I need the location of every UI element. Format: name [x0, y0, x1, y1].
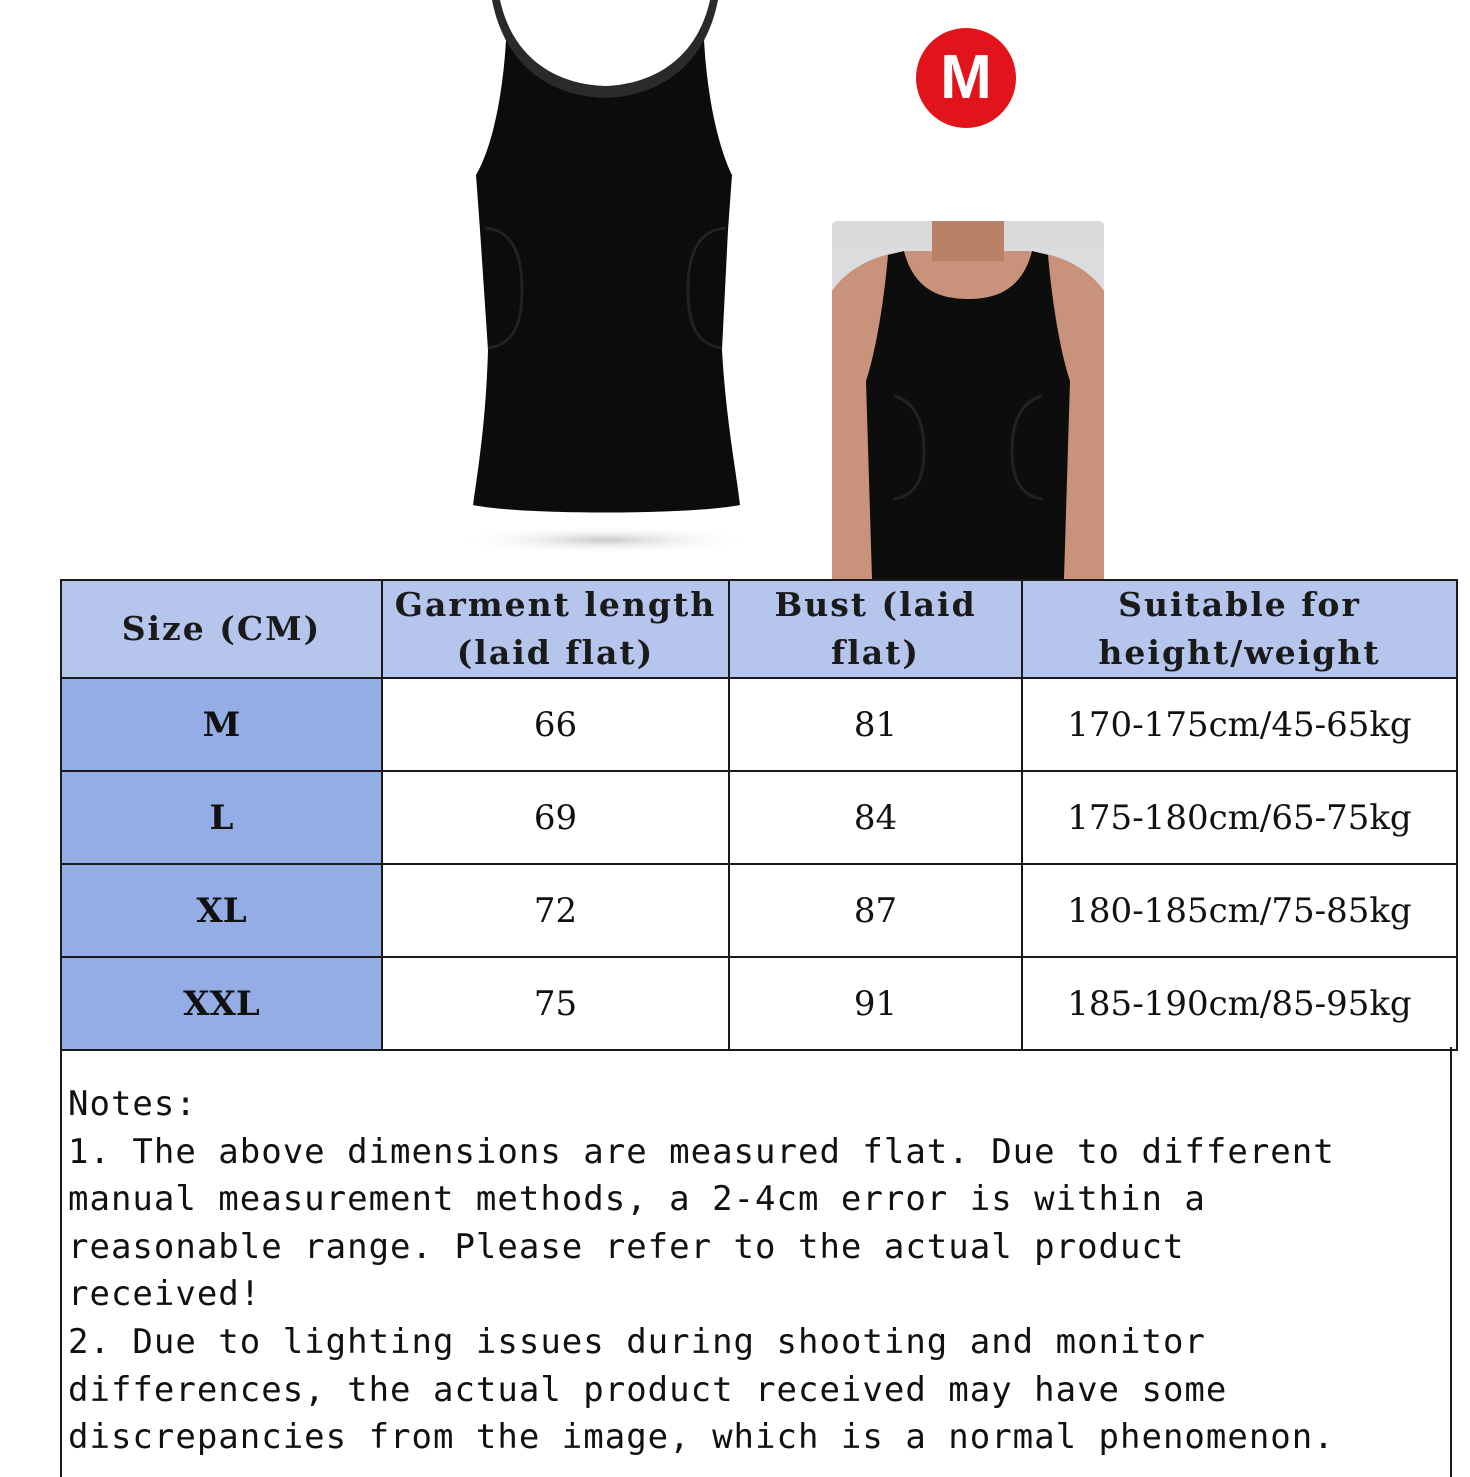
fit-cell: 175-180cm/65-75kg: [1022, 771, 1457, 864]
tank-top-product-image: [440, 0, 770, 570]
size-chart-table: [60, 579, 1458, 1051]
header-suitable-for: Suitable for height/weight: [1022, 580, 1457, 678]
notes-line: received!: [68, 1274, 262, 1315]
notes-line: reasonable range. Please refer to the actual product: [68, 1226, 1185, 1267]
bust-cell: 91: [729, 957, 1022, 1050]
size-badge-label: M: [940, 43, 992, 112]
notes-line: differences, the actual product received may have some: [68, 1369, 1228, 1410]
bust-cell: 81: [729, 678, 1022, 771]
notes-line: 2. Due to lighting issues during shooting and monitor: [68, 1321, 1206, 1362]
table-row: [61, 771, 1457, 864]
header-garment-length: Garment length (laid flat): [382, 580, 729, 678]
bust-cell: 84: [729, 771, 1022, 864]
table-row: [61, 957, 1457, 1050]
notes-title: Notes:: [68, 1084, 197, 1124]
notes-line: 1. The above dimensions are measured flat. Due to different: [68, 1131, 1335, 1172]
length-cell: 72: [382, 864, 729, 957]
notes-line: manual measurement methods, a 2-4cm error is within a: [68, 1179, 1206, 1220]
table-row: [61, 678, 1457, 771]
notes-section: [60, 1047, 1452, 1477]
length-cell: 69: [382, 771, 729, 864]
fit-cell: 180-185cm/75-85kg: [1022, 864, 1457, 957]
bust-cell: 87: [729, 864, 1022, 957]
header-bust: Bust (laid flat): [729, 580, 1022, 678]
size-cell: M: [61, 678, 382, 771]
fit-cell: 170-175cm/45-65kg: [1022, 678, 1457, 771]
header-size: Size (CM): [61, 580, 382, 678]
length-cell: 66: [382, 678, 729, 771]
model-photo: [832, 221, 1104, 579]
table-header-row: [61, 580, 1457, 678]
size-cell: XL: [61, 864, 382, 957]
size-cell: XXL: [61, 957, 382, 1050]
size-cell: L: [61, 771, 382, 864]
table-row: [61, 864, 1457, 957]
fit-cell: 185-190cm/85-95kg: [1022, 957, 1457, 1050]
size-badge: [916, 28, 1016, 128]
length-cell: 75: [382, 957, 729, 1050]
notes-line: discrepancies from the image, which is a normal phenomenon.: [68, 1417, 1335, 1458]
